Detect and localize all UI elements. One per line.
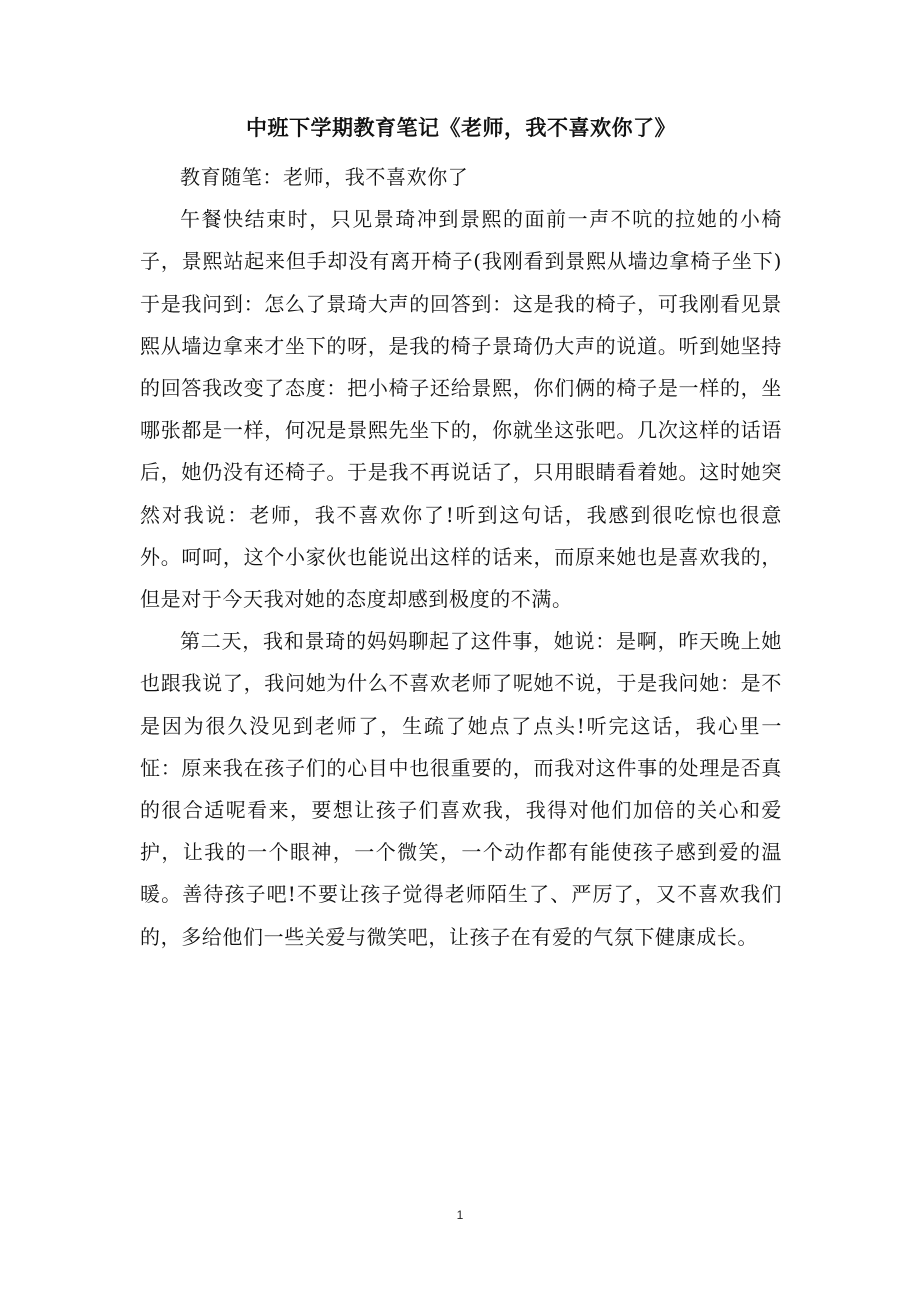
subtitle-paragraph: 教育随笔：老师，我不喜欢你了 <box>180 165 469 189</box>
document-title: 中班下学期教育笔记《老师，我不喜欢你了》 <box>246 115 676 140</box>
body-paragraph-1: 午餐快结束时，只见景琦冲到景熙的面前一声不吭的拉她的小椅子，景熙站起来但手却没有离开椅子(我刚看到景熙从墙边拿椅子坐下)于是我问到：怎么了景琦大声的回答到：这是我的椅子，可我刚看见景熙从墙边拿来才坐下的呀，是我的椅子景琦仍大声的说道。听到她坚持的回答我改变了态度：把小椅子还给景熙，你们俩的椅子是一样的，坐哪张都是一样，何况是景熙先坐下的，你就坐这张吧。几次这样的话语后，她仍没有还椅子。于是我不再说话了，只用眼睛看着她。这时她突然对我说：老师，我不喜欢你了!听到这句话，我感到很吃惊也很意外。呵呵，这个小家伙也能说出这样的话来，而原来她也是喜欢我的，但是对于今天我对她的态度却感到极度的不满。 <box>140 207 782 612</box>
page-number: 1 <box>456 1208 464 1222</box>
document-body <box>140 106 782 958</box>
body-paragraph-2: 第二天，我和景琦的妈妈聊起了这件事，她说：是啊，昨天晚上她也跟我说了，我问她为什么不喜欢老师了呢她不说，于是我问她：是不是因为很久没见到老师了，生疏了她点了点头!听完这话，我心里一怔：原来我在孩子们的心目中也很重要的，而我对这件事的处理是否真的很合适呢看来，要想让孩子们喜欢我，我得对他们加倍的关心和爱护，让我的一个眼神，一个微笑，一个动作都有能使孩子感到爱的温暖。善待孩子吧!不要让孩子觉得老师陌生了、严厉了，又不喜欢我们的，多给他们一些关爱与微笑吧，让孩子在有爱的气氛下健康成长。 <box>140 629 782 949</box>
